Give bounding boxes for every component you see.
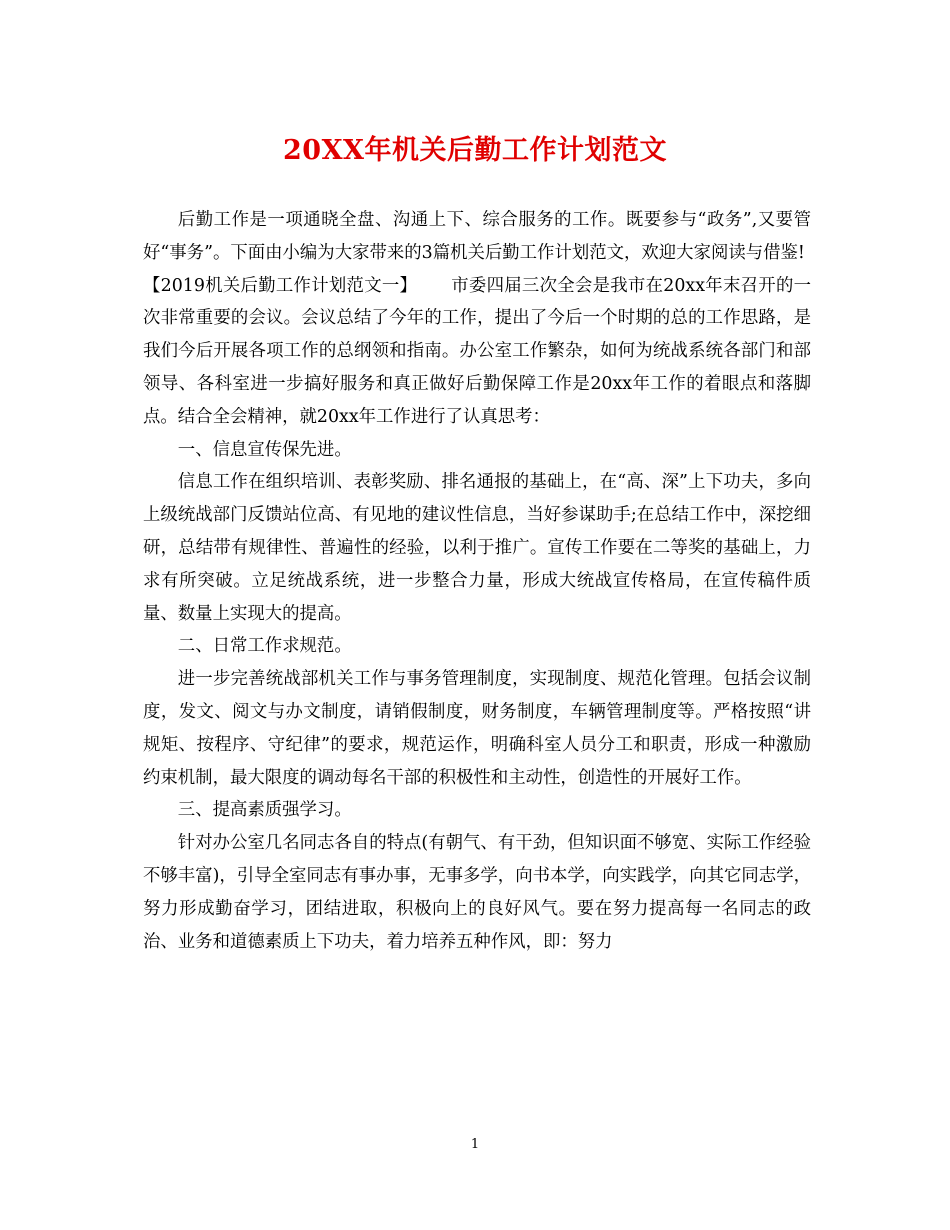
item3-paragraph: 针对办公室几名同志各自的特点(有朝气、有干劲，但知识面不够宽、实际工作经验不够丰富)，引导全室同志有事办事，无事多学，向书本学，向实践学，向其它同志学，努力形成勤奋学习，团结进取，积极向上的良好风气。要在努力提高每一名同志的政治、业务和道德素质上下功夫，着力培养五种作风，即：努力 — [143, 833, 811, 952]
item3-heading: 三、提高素质强学习。 — [177, 800, 352, 821]
section1-heading: 【2019机关后勤工作计划范文一】 — [143, 275, 418, 296]
document-title: 20XX年机关后勤工作计划范文 — [283, 135, 667, 166]
page-number: 1 — [470, 1137, 480, 1152]
section1-text: 市委四届三次全会是我市在20xx年末召开的一次非常重要的会议。会议总结了今年的工作，提出了今后一个时期的总的工作思路，是我们今后开展各项工作的总纲领和指南。办公室工作繁杂，如何为统战系统各部门和部领导、各科室进一步搞好服务和真正做好后勤保障工作是20xx年工作的着眼点和落脚点。结合全会精神，就20xx年工作进行了认真思考： — [143, 275, 812, 427]
intro-paragraph: 后勤工作是一项通晓全盘、沟通上下、综合服务的工作。既要参与“政务”,又要管好“事务”。下面由小编为大家带来的3篇机关后勤工作计划范文，欢迎大家阅读与借鉴! — [143, 210, 811, 263]
item1-paragraph: 信息工作在组织培训、表彰奖励、排名通报的基础上，在“高、深”上下功夫，多向上级统战部门反馈站位高、有见地的建议性信息，当好参谋助手;在总结工作中，深挖细研，总结带有规律性、普遍性的经验，以利于推广。宣传工作要在二等奖的基础上，力求有所突破。立足统战系统，进一步整合力量，形成大统战宣传格局，在宣传稿件质量、数量上实现大的提高。 — [143, 472, 811, 624]
item2-heading: 二、日常工作求规范。 — [177, 636, 352, 657]
item1-heading: 一、信息宣传保先进。 — [177, 439, 352, 460]
section1-paragraph — [143, 270, 811, 434]
item2-paragraph: 进一步完善统战部机关工作与事务管理制度，实现制度、规范化管理。包括会议制度，发文、阅文与办文制度，请销假制度，财务制度，车辆管理制度等。严格按照“讲规矩、按程序、守纪律”的要求，规范运作，明确科室人员分工和职责，形成一种激励约束机制，最大限度的调动每名干部的积极性和主动性，创造性的开展好工作。 — [143, 669, 811, 788]
document-body — [143, 204, 811, 958]
